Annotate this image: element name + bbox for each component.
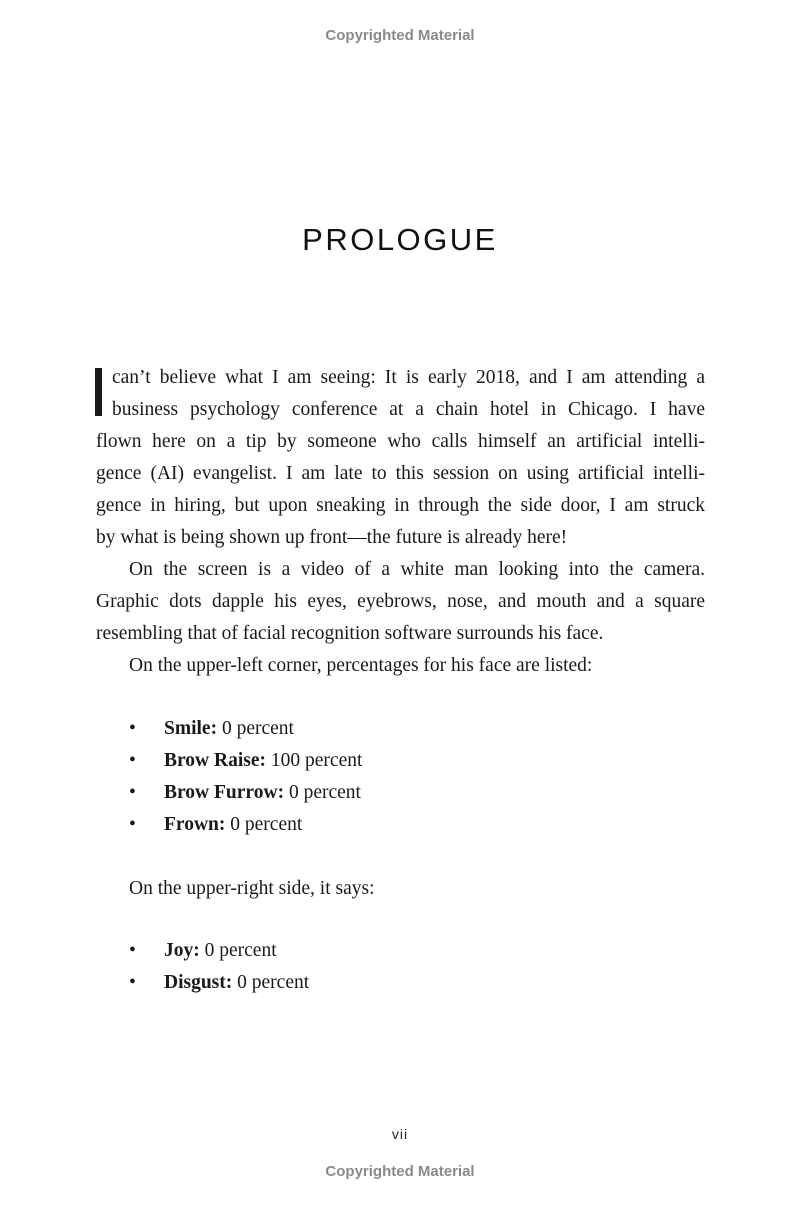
page-number: vii: [391, 1126, 409, 1142]
paragraph-line: flown here on a tip by someone who calls himself an artificial intelli-: [96, 431, 705, 452]
copyright-watermark-top: Copyrighted Material: [325, 27, 475, 44]
list-value: 0 percent: [221, 718, 294, 739]
list-item-joy: [129, 935, 277, 967]
paragraph-line: resembling that of facial recognition software surrounds his face.: [96, 623, 604, 644]
paragraph-line: can’t believe what I am seeing: It is early 2018, and I am attending a: [112, 367, 705, 388]
paragraph-line: On the screen is a video of a white man looking into the camera.: [129, 559, 705, 580]
list-item-smile: [129, 713, 294, 745]
chapter-title: PROLOGUE: [302, 222, 498, 257]
paragraph-line: On the upper-right side, it says:: [129, 878, 375, 899]
list-label: Smile:: [164, 718, 218, 739]
paragraph-line: Graphic dots dapple his eyes, eyebrows, nose, and mouth and a square: [96, 591, 705, 612]
bullet-icon: •: [129, 782, 136, 803]
list-item-disgust: [129, 967, 309, 999]
bullet-icon: •: [129, 814, 136, 835]
paragraph-line: business psychology conference at a chain hotel in Chicago. I have: [112, 399, 705, 420]
list-label: Brow Furrow:: [164, 782, 285, 803]
list-value: 0 percent: [288, 782, 361, 803]
bullet-icon: •: [129, 972, 136, 993]
bullet-icon: •: [129, 750, 136, 771]
list-label: Disgust:: [164, 972, 233, 993]
list-item-frown: [129, 809, 302, 841]
list-label: Brow Raise:: [164, 750, 267, 771]
paragraph-line: gence (AI) evangelist. I am late to this session on using artificial intelli-: [96, 463, 705, 484]
copyright-watermark-bottom: Copyrighted Material: [325, 1163, 475, 1180]
list-value: 0 percent: [230, 814, 303, 835]
paragraph-line: gence in hiring, but upon sneaking in through the side door, I am struck: [96, 495, 705, 516]
drop-cap-i: [95, 368, 102, 416]
bullet-icon: •: [129, 940, 136, 961]
paragraph-line: On the upper-left corner, percentages for his face are listed:: [129, 655, 593, 676]
list-value: 0 percent: [204, 940, 277, 961]
list-item-brow-furrow: [129, 777, 361, 809]
bullet-icon: •: [129, 718, 136, 739]
list-value: 0 percent: [237, 972, 310, 993]
paragraph-line: by what is being shown up front—the future is already here!: [96, 527, 568, 548]
list-item-brow-raise: [129, 745, 362, 777]
list-label: Frown:: [164, 814, 226, 835]
list-value: 100 percent: [270, 750, 363, 771]
list-label: Joy:: [164, 940, 200, 961]
